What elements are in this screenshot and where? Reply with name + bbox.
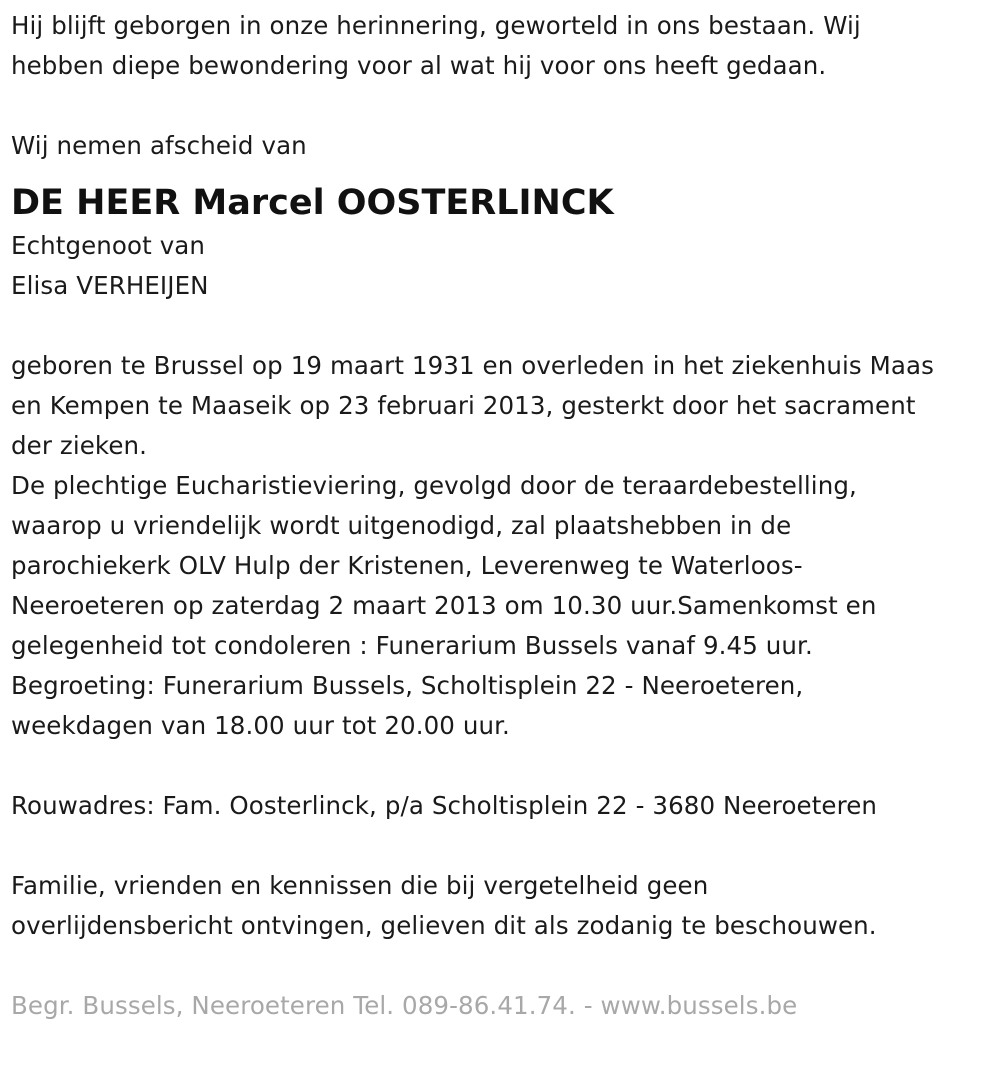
mourning-address: Rouwadres: Fam. Oosterlinck, p/a Scholtisplein 22 - 3680 Neeroeteren (11, 791, 878, 820)
details-line: geboren te Brussel op 19 maart 1931 en overleden in het ziekenhuis Maas (11, 351, 935, 380)
intro-line-2: hebben diepe bewondering voor al wat hij voor ons heeft gedaan. (11, 51, 827, 80)
spacer (11, 746, 1000, 786)
spouse-label: Echtgenoot van (11, 231, 206, 260)
notice-line-1: Familie, vrienden en kennissen die bij vergetelheid geen (11, 871, 709, 900)
spacer (11, 86, 1000, 126)
details-line: gelegenheid tot condoleren : Funerarium Bussels vanaf 9.45 uur. (11, 631, 813, 660)
funeral-home-footer: Begr. Bussels, Neeroeteren Tel. 089-86.41.74. - www.bussels.be (11, 991, 798, 1020)
notice-line-2: overlijdensbericht ontvingen, gelieven dit als zodanig te beschouwen. (11, 911, 877, 940)
details-line: waarop u vriendelijk wordt uitgenodigd, zal plaatshebben in de (11, 511, 792, 540)
details-line: weekdagen van 18.00 uur tot 20.00 uur. (11, 711, 510, 740)
details-line: Neeroeteren op zaterdag 2 maart 2013 om 10.30 uur.Samenkomst en (11, 591, 877, 620)
details-line: der zieken. (11, 431, 148, 460)
details-line: parochiekerk OLV Hulp der Kristenen, Leverenweg te Waterloos- (11, 551, 803, 580)
deceased-name: DE HEER Marcel OOSTERLINCK (11, 183, 614, 223)
spacer (11, 306, 1000, 346)
intro-line-1: Hij blijft geborgen in onze herinnering, geworteld in ons bestaan. Wij (11, 11, 861, 40)
farewell-text: Wij nemen afscheid van (11, 131, 307, 160)
spacer (11, 826, 1000, 866)
spouse-name: Elisa VERHEIJEN (11, 271, 209, 300)
details-line: en Kempen te Maaseik op 23 februari 2013, gesterkt door het sacrament (11, 391, 916, 420)
details-line: Begroeting: Funerarium Bussels, Scholtisplein 22 - Neeroeteren, (11, 671, 804, 700)
spacer (11, 946, 1000, 986)
details-line: De plechtige Eucharistieviering, gevolgd door de teraardebestelling, (11, 471, 857, 500)
